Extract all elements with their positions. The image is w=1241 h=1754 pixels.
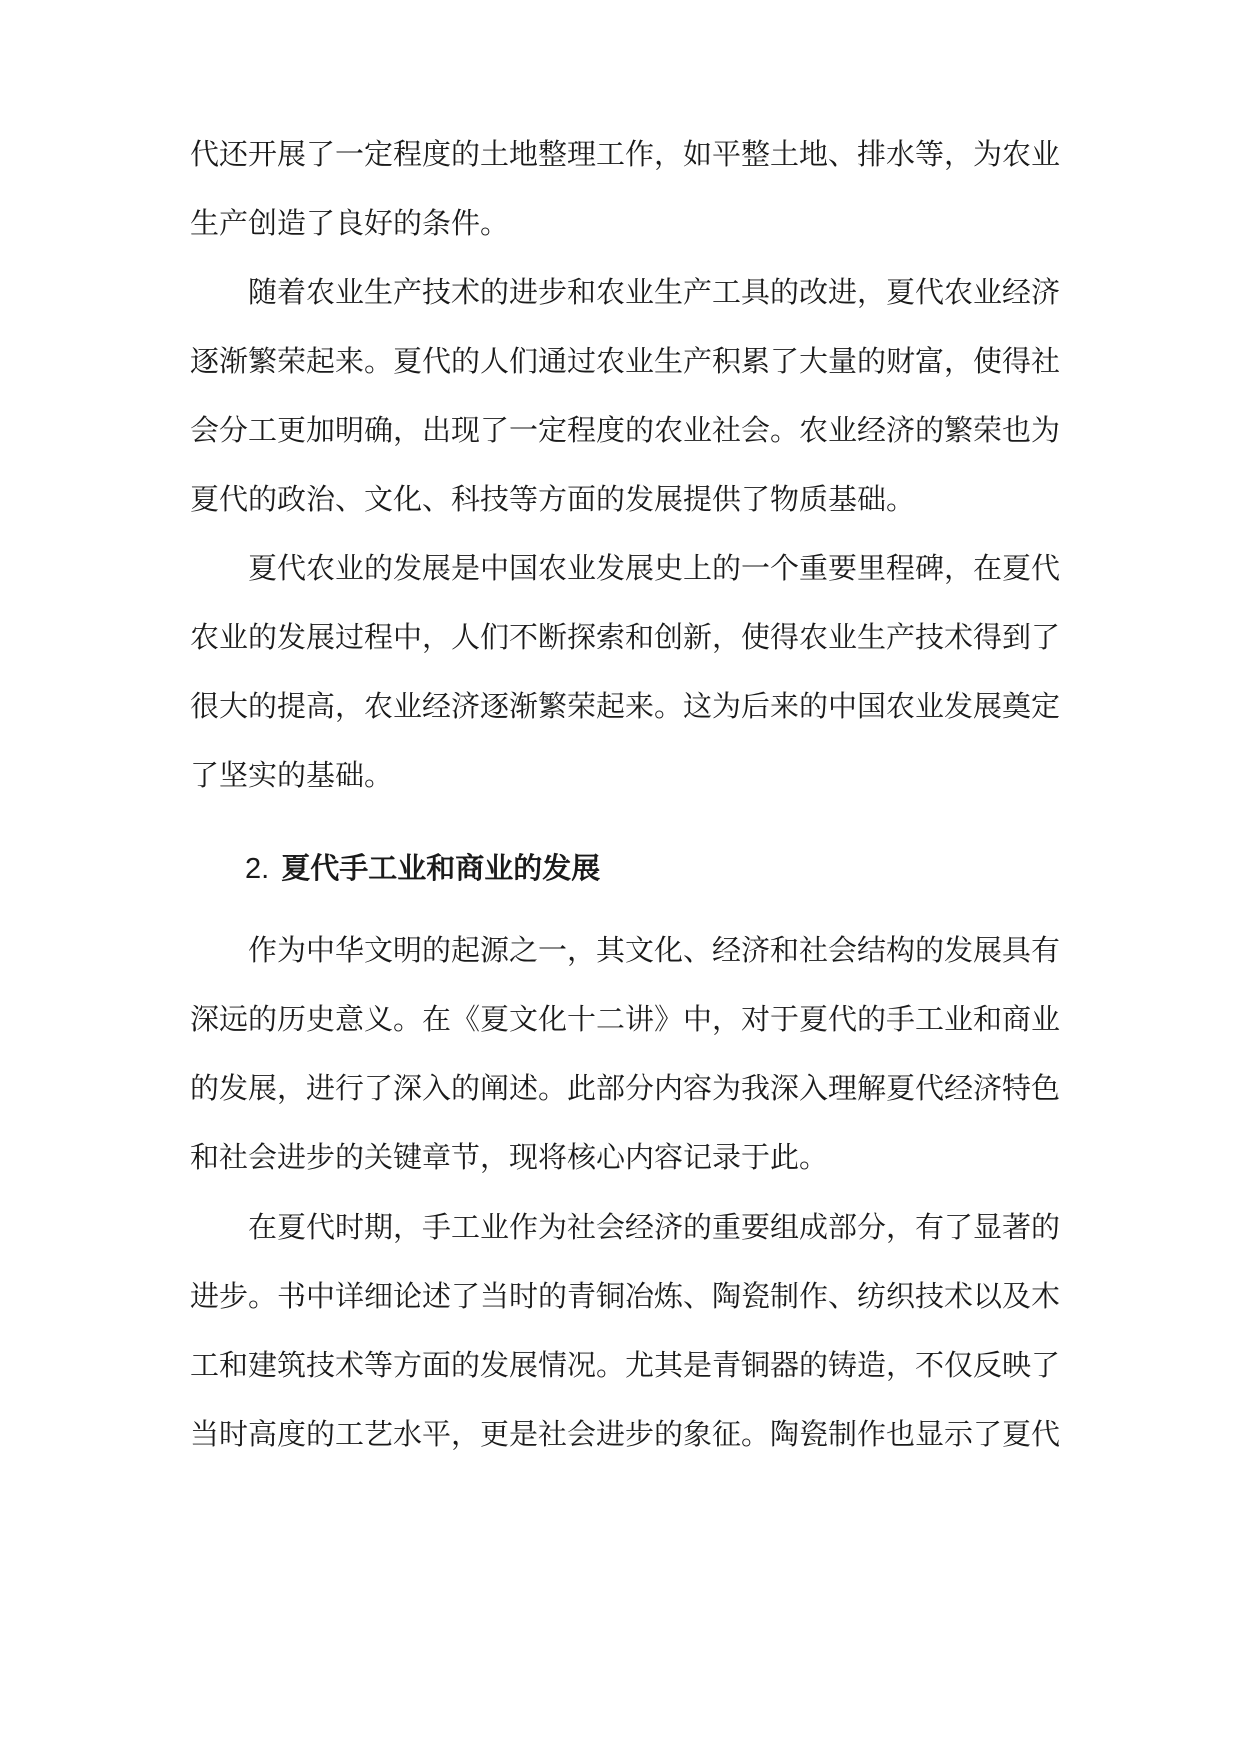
paragraph-line: 作为中华文明的起源之一，其文化、经济和社会结构的发展具有 [248, 933, 1061, 967]
paragraph-line: 很大的提高，农业经济逐渐繁荣起来。这为后来的中国农业发展奠定 [190, 689, 1061, 723]
paragraph-line: 逐渐繁荣起来。夏代的人们通过农业生产积累了大量的财富，使得社 [190, 344, 1061, 378]
paragraph-line: 夏代农业的发展是中国农业发展史上的一个重要里程碑，在夏代 [248, 551, 1061, 585]
paragraph-line: 的发展，进行了深入的阐述。此部分内容为我深入理解夏代经济特色 [190, 1071, 1061, 1105]
paragraph-line: 进步。书中详细论述了当时的青铜冶炼、陶瓷制作、纺织技术以及木 [190, 1279, 1061, 1313]
paragraph-line: 和社会进步的关键章节，现将核心内容记录于此。 [190, 1140, 829, 1174]
paragraph-line: 随着农业生产技术的进步和农业生产工具的改进，夏代农业经济 [248, 275, 1061, 309]
paragraph-line: 会分工更加明确，出现了一定程度的农业社会。农业经济的繁荣也为 [190, 413, 1061, 447]
paragraph-line: 深远的历史意义。在《夏文化十二讲》中，对于夏代的手工业和商业 [190, 1002, 1061, 1036]
paragraph-line: 生产创造了良好的条件。 [190, 206, 510, 240]
paragraph-line: 工和建筑技术等方面的发展情况。尤其是青铜器的铸造，不仅反映了 [190, 1348, 1061, 1382]
section-heading [245, 848, 600, 888]
section-number: 2. [245, 853, 270, 885]
paragraph-line: 代还开展了一定程度的土地整理工作，如平整土地、排水等，为农业 [190, 137, 1061, 171]
paragraph-line: 了坚实的基础。 [190, 758, 394, 792]
paragraph-line: 当时高度的工艺水平，更是社会进步的象征。陶瓷制作也显示了夏代 [190, 1417, 1061, 1451]
paragraph-line: 农业的发展过程中，人们不断探索和创新，使得农业生产技术得到了 [190, 620, 1061, 654]
paragraph-line: 夏代的政治、文化、科技等方面的发展提供了物质基础。 [190, 482, 916, 516]
paragraph-line: 在夏代时期，手工业作为社会经济的重要组成部分，有了显著的 [248, 1210, 1061, 1244]
section-title: 夏代手工业和商业的发展 [281, 851, 601, 885]
